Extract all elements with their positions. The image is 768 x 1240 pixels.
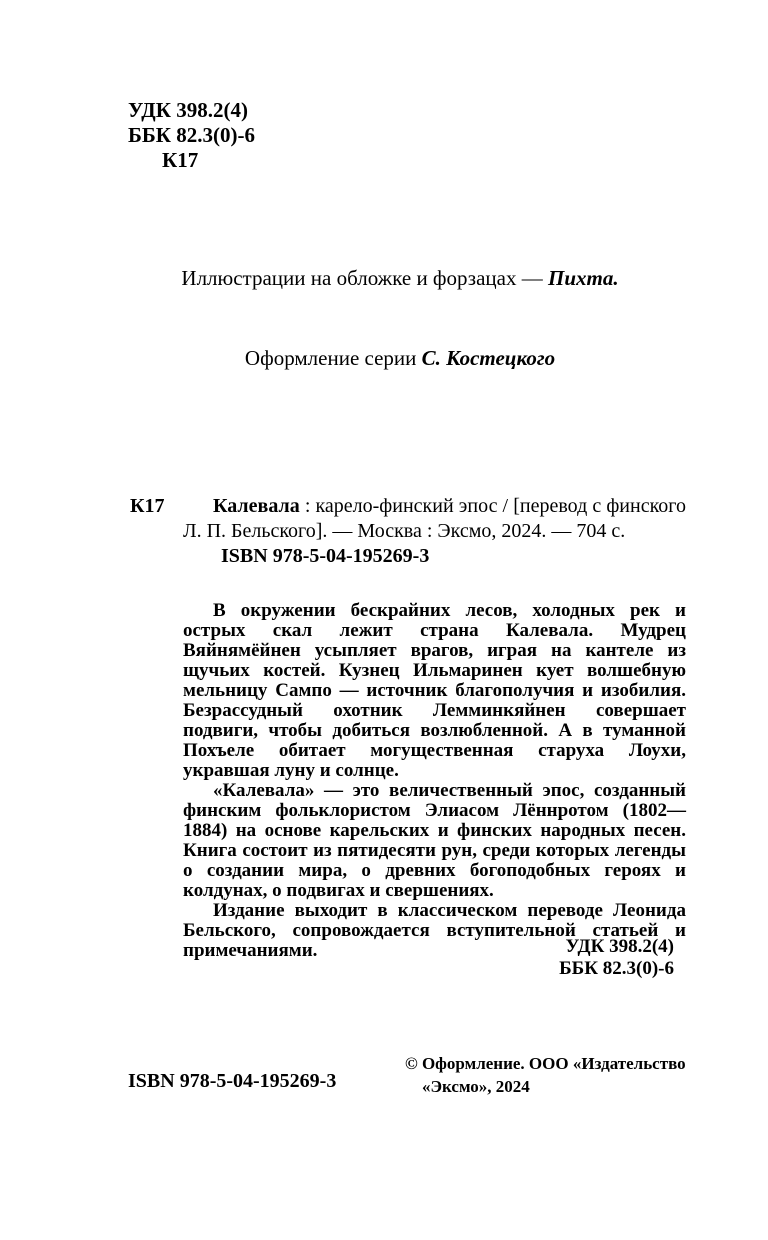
catalog-margin-code: К17 bbox=[130, 495, 165, 517]
copyright-line-1: © Оформление. ООО «Издательство bbox=[405, 1054, 686, 1073]
classification-top-block bbox=[128, 98, 255, 173]
annotation-paragraph-1: В окружении бескрайних лесов, холодных рек и острых скал лежит страна Калевала. Мудрец Вяйнямёйнен усыпляет врагов, играя на кантеле из щучьих костей. Кузнец Ильмаринен кует волшебную мельницу Сампо — источник благополучия и изобилия. Безрассудный охотник Лемминкяйнен совершает подвиги, чтобы добиться возлюбленной. А в туманной Похъеле обитает могущественная старуха Лоухи, укравшая луну и солнце. bbox=[183, 600, 686, 781]
series-designer-name: С. Костецкого bbox=[421, 346, 556, 370]
copyright-notice bbox=[405, 1052, 695, 1098]
catalog-entry-description: : карело-финский эпос / [перевод с финского Л. П. Бельского]. — Москва : Эксмо, 2024. — 704 с. bbox=[183, 495, 686, 542]
footer-isbn: ISBN 978-5-04-195269-3 bbox=[128, 1070, 337, 1092]
udk-number-repeat: УДК 398.2(4) bbox=[565, 936, 674, 957]
copyright-line-2: «Эксмо», 2024 bbox=[422, 1077, 530, 1096]
bbk-number-repeat: ББК 82.3(0)-6 bbox=[559, 958, 674, 979]
illustrations-credit-text: Иллюстрации на обложке и форзацах — bbox=[181, 266, 548, 290]
annotation-paragraph-3: Издание выходит в классическом переводе Леонида Бельского, сопровождается вступительной статьей и примечаниями. bbox=[183, 900, 686, 961]
illustrations-artist-name: Пихта. bbox=[547, 266, 619, 290]
bbk-number: ББК 82.3(0)-6 bbox=[128, 123, 255, 147]
classification-bottom-block bbox=[559, 936, 674, 980]
annotation-block bbox=[183, 601, 686, 961]
catalog-entry bbox=[183, 494, 686, 544]
book-title: Калевала bbox=[213, 495, 300, 517]
udk-number: УДК 398.2(4) bbox=[128, 98, 248, 122]
annotation-paragraph-2: «Калевала» — это величественный эпос, созданный финским фольклористом Элиасом Лённротом (1802—1884) на основе карельских и финских народных песен. Книга состоит из пятидесяти рун, среди которых легенды о создании мира, о древних богоподобных героях и колдунах, о подвигах и свершениях. bbox=[183, 780, 686, 901]
catalog-card bbox=[0, 494, 768, 569]
illustrations-credit-line bbox=[112, 266, 688, 291]
catalog-isbn: ISBN 978-5-04-195269-3 bbox=[221, 545, 430, 567]
series-design-credit-text: Оформление серии bbox=[244, 346, 422, 370]
author-sign-code: К17 bbox=[162, 148, 199, 172]
series-design-credit-line bbox=[112, 346, 688, 371]
